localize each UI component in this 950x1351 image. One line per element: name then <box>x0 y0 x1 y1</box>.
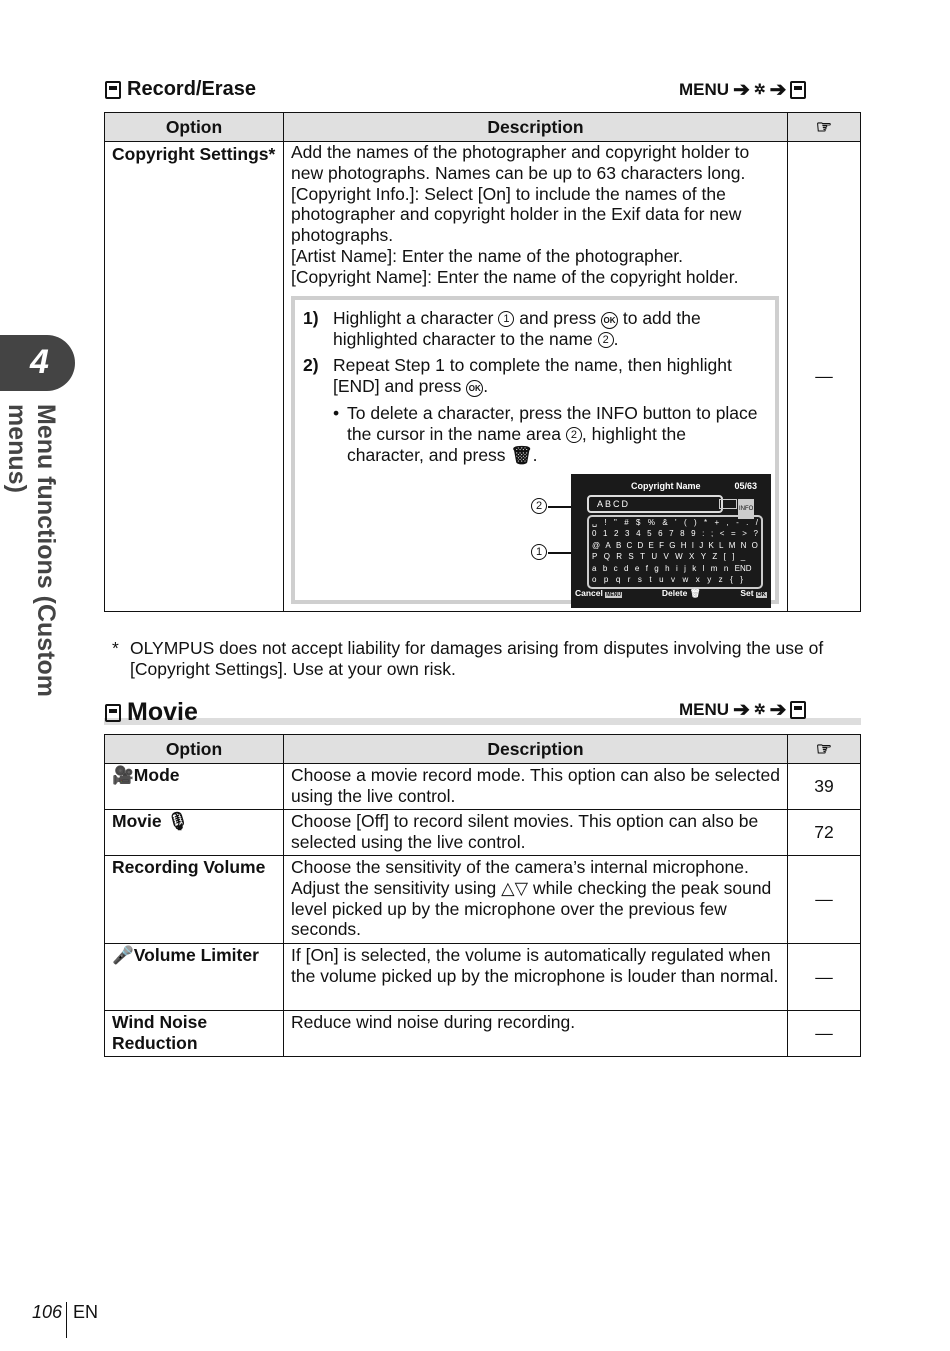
table-header-row <box>105 113 861 142</box>
keyboard-key[interactable]: [ <box>723 552 726 562</box>
option-wind-noise-reduction: Wind Noise Reduction <box>105 1011 284 1057</box>
option-volume-limiter <box>105 944 284 1011</box>
keyboard-row <box>592 563 758 575</box>
keyboard-key[interactable]: = <box>730 529 736 539</box>
ok-badge: OK <box>757 591 766 598</box>
custom-menu-icon <box>790 701 806 719</box>
keyboard-key[interactable]: f <box>645 563 648 573</box>
step-text: Highlight a character 1 and press OK to add the highlighted character to the name 2 . <box>333 307 701 349</box>
keyboard-key[interactable]: V <box>663 552 669 562</box>
keyboard-key[interactable]: * <box>704 517 708 527</box>
option-label: Movie <box>112 811 162 831</box>
bullet-text-a: To delete a character, press the INFO button to <box>347 403 711 424</box>
table-row <box>105 810 861 856</box>
delete-label: Delete <box>661 587 688 598</box>
keyboard-key[interactable]: b <box>602 563 608 573</box>
keyboard-key[interactable]: ? <box>753 529 758 539</box>
keyboard-key[interactable]: E <box>648 540 654 550</box>
keyboard-key[interactable]: D <box>637 540 644 550</box>
option-label: Mode <box>133 765 180 785</box>
keyboard-key[interactable]: z <box>718 575 723 585</box>
keyboard-key[interactable]: ( <box>683 517 687 527</box>
keyboard-key[interactable]: 6 <box>658 529 663 539</box>
keyboard-key[interactable]: Y <box>700 552 707 562</box>
keyboard-key[interactable]: w <box>682 575 689 585</box>
keyboard-key[interactable]: d <box>624 563 629 573</box>
keyboard-key[interactable]: C <box>626 540 633 550</box>
arrow-right-icon: ➔ <box>769 79 787 101</box>
movie-table <box>104 734 861 1057</box>
keyboard-key[interactable]: 3 <box>625 529 630 539</box>
keyboard-key[interactable]: ' <box>675 517 677 527</box>
callout-1-icon: 1 <box>531 544 547 560</box>
keyboard-key[interactable]: x <box>695 575 700 585</box>
bullet-text-d: character, and press <box>347 444 506 465</box>
step-2-text-b: [END] and press <box>333 376 462 397</box>
down-arrow-icon: ▽ <box>514 877 529 898</box>
keyboard-key[interactable]: K <box>708 540 714 550</box>
step-2-text-a: Repeat Step 1 to complete the name, then highlight <box>333 355 732 376</box>
keyboard-key[interactable]: 1 <box>603 529 608 539</box>
keyboard-key[interactable]: e <box>634 563 640 573</box>
keyboard-key[interactable]: + <box>714 517 720 527</box>
page-footer <box>32 1294 98 1330</box>
keyboard-key[interactable]: o <box>592 575 597 585</box>
step-1 <box>303 308 767 350</box>
arrow-right-icon: ➔ <box>769 699 787 721</box>
table-header-row <box>105 735 861 764</box>
keyboard-row <box>592 551 758 563</box>
step-number: 1) <box>303 307 319 328</box>
keyboard-row <box>592 517 758 529</box>
header-description: Description <box>284 113 788 142</box>
footnote <box>112 638 872 680</box>
keyboard-key[interactable]: X <box>689 552 695 562</box>
table-row <box>105 944 861 1011</box>
arrow-right-icon: ➔ <box>733 699 750 721</box>
keyboard-key[interactable]: p <box>603 575 609 585</box>
desc-line: Add the names of the photographer and copyright holder to <box>291 142 750 162</box>
keyboard-key[interactable]: G <box>669 540 676 550</box>
keyboard-key[interactable]: % <box>647 517 655 527</box>
keyboard-key[interactable]: v <box>671 575 675 585</box>
ok-button-icon: OK <box>601 312 618 329</box>
record-erase-table <box>104 112 861 612</box>
gear-icon: ✲ <box>753 701 766 717</box>
keyboard-key[interactable]: Z <box>712 552 718 562</box>
desc-line: [Artist Name]: Enter the name of the photographer. <box>291 245 684 266</box>
keyboard-key[interactable]: 9 <box>691 529 696 539</box>
keyboard-key[interactable]: > <box>742 529 747 539</box>
step-1-text-a: Highlight a character <box>333 307 494 328</box>
delete-button[interactable] <box>662 583 701 606</box>
keyboard-key[interactable]: a <box>592 563 597 573</box>
name-value: ABCD <box>597 498 631 509</box>
footnote-mark: * <box>112 638 119 658</box>
screen-title: Copyright Name <box>631 480 701 491</box>
info-badge: INFO <box>738 499 754 520</box>
copyright-name-screen <box>571 474 771 608</box>
menu-label: MENU <box>679 699 730 719</box>
desc-line: photographs. <box>291 225 394 246</box>
menu-badge: MENU <box>606 591 621 598</box>
chapter-title: Menu functions (Custom menus) <box>3 404 60 698</box>
row-ref: — <box>788 856 861 944</box>
set-button[interactable] <box>740 583 767 606</box>
arrow-right-icon: ➔ <box>733 79 750 101</box>
keyboard-key[interactable]: A <box>605 540 611 550</box>
custom-menu-icon <box>105 704 121 722</box>
keyboard-key[interactable]: 5 <box>647 529 652 539</box>
step-1-text-b: and press <box>519 307 597 328</box>
bullet-text-b: place the cursor in the name area <box>347 403 758 444</box>
keyboard-key[interactable]: J <box>699 540 704 550</box>
option-recording-volume: Recording Volume <box>105 856 284 944</box>
keyboard-key[interactable]: r <box>627 575 631 585</box>
name-input-field[interactable] <box>587 495 723 513</box>
ok-button-icon: OK <box>466 380 483 397</box>
keyboard-key[interactable]: F <box>659 540 665 550</box>
keyboard-key[interactable]: L <box>719 540 724 550</box>
keyboard-key[interactable]: ] <box>732 552 735 562</box>
set-label: Set <box>740 587 754 598</box>
keyboard-key[interactable]: I <box>691 540 694 550</box>
keyboard-key[interactable]: h <box>665 563 670 573</box>
desc-line: [Copyright Info.]: Select [On] to include the names of the <box>291 183 726 204</box>
keyboard-icon <box>719 499 737 509</box>
cancel-label: Cancel <box>575 587 603 598</box>
table-row <box>105 856 861 944</box>
row-description: Choose a movie record mode. This option can also be selected using the live control. <box>284 764 788 810</box>
keyboard-key[interactable]: S <box>628 552 634 562</box>
delete-bullet <box>333 403 767 465</box>
callout-2-icon: 2 <box>566 427 582 443</box>
footnote-text: OLYMPUS does not accept liability for damages arising from disputes involving the use of [Copyright Settings]. Use at your own risk. <box>130 638 824 679</box>
step-1-text-c: to add the <box>622 307 701 328</box>
keyboard-key[interactable]: Q <box>603 552 610 562</box>
step-number: 2) <box>303 355 319 376</box>
keyboard-key[interactable]: END <box>734 563 752 573</box>
page-number: 106 <box>32 1301 63 1322</box>
record-erase-title <box>105 78 256 101</box>
instructions-box <box>291 296 779 604</box>
desc-part: Choose the sensitivity of the camera’s internal microphone. Adjust the sensitivity using <box>291 857 749 898</box>
step-2 <box>303 355 767 397</box>
char-counter: 05/63 <box>734 480 757 491</box>
microphone-icon: 🎙 <box>166 811 189 831</box>
table-row <box>105 764 861 810</box>
keyboard-key[interactable]: 7 <box>669 529 674 539</box>
keyboard-key[interactable]: < <box>719 529 725 539</box>
row-description <box>284 856 788 944</box>
keyboard-key[interactable]: 8 <box>680 529 685 539</box>
pointing-hand-icon: ☞ <box>815 738 833 759</box>
gear-icon: ✲ <box>753 81 766 97</box>
keyboard-key[interactable]: y <box>707 575 712 585</box>
keyboard-key[interactable]: ! <box>604 517 607 527</box>
row-ref: — <box>788 944 861 1011</box>
keyboard-key[interactable]: N <box>740 540 747 550</box>
keyboard-key[interactable]: @ <box>592 540 601 550</box>
keyboard-key[interactable]: i <box>675 563 678 573</box>
keyboard-key[interactable]: R <box>616 552 623 562</box>
keyboard-key[interactable]: } <box>740 575 743 585</box>
menu-path <box>679 77 806 102</box>
keyboard-key[interactable]: - <box>736 517 739 527</box>
keyboard-key[interactable]: M <box>728 540 736 550</box>
trash-icon: 🗑 <box>689 587 701 598</box>
keyboard-key[interactable]: n <box>723 563 729 573</box>
keyboard-key[interactable]: ; <box>710 529 714 539</box>
character-keyboard[interactable] <box>587 515 763 589</box>
keyboard-row <box>592 528 758 540</box>
callout-1-icon: 1 <box>498 311 514 327</box>
desc-line: [Copyright Name]: Enter the name of the copyright holder. <box>291 266 739 287</box>
movie-title-text: Movie <box>127 698 198 726</box>
chapter-tab <box>0 335 75 391</box>
chapter-number: 4 <box>30 343 49 381</box>
keyboard-key[interactable]: : <box>702 529 705 539</box>
keyboard-key[interactable]: U <box>651 552 658 562</box>
keyboard-key[interactable]: u <box>659 575 664 585</box>
keyboard-key[interactable]: g <box>654 563 659 573</box>
up-arrow-icon: △ <box>501 877 515 898</box>
pointing-hand-icon: ☞ <box>815 116 833 137</box>
custom-menu-icon <box>790 81 806 99</box>
menu-path <box>679 697 806 722</box>
keyboard-key[interactable]: , <box>726 517 729 527</box>
row-description: If [On] is selected, the volume is automatically regulated when the volume picked up by the microphone is louder than normal. <box>284 944 788 1011</box>
movie-title <box>105 698 198 727</box>
keyboard-key[interactable]: { <box>730 575 733 585</box>
desc-line: photographer and copyright holder in the Exif data for new <box>291 204 742 225</box>
keyboard-key[interactable]: k <box>692 563 697 573</box>
custom-menu-icon <box>105 81 121 99</box>
keyboard-key[interactable]: t <box>649 575 652 585</box>
keyboard-key[interactable]: c <box>613 563 618 573</box>
keyboard-key[interactable]: P <box>592 552 598 562</box>
keyboard-key[interactable]: 4 <box>636 529 641 539</box>
bullet-text: To delete a character, press the INFO button to place the cursor in the name area 2 , highlight the character, and press 🗑. <box>347 403 758 465</box>
keyboard-key[interactable]: H <box>680 540 687 550</box>
desc-line: new photographs. Names can be up to 63 characters long. <box>291 162 746 183</box>
keyboard-key[interactable]: O <box>751 540 758 550</box>
keyboard-key[interactable]: q <box>615 575 621 585</box>
keyboard-key[interactable]: # <box>624 517 629 527</box>
keyboard-key[interactable]: W <box>675 552 683 562</box>
microphone-limit-icon: 🎤 <box>112 945 134 965</box>
keyboard-key[interactable]: 2 <box>614 529 619 539</box>
keyboard-key[interactable]: ␣ <box>592 517 598 527</box>
keyboard-key[interactable]: l <box>702 563 705 573</box>
option-copyright-settings: Copyright Settings* <box>105 142 284 612</box>
option-mode <box>105 764 284 810</box>
keyboard-key[interactable]: T <box>640 552 645 562</box>
keyboard-key[interactable]: s <box>637 575 642 585</box>
header-option: Option <box>105 113 284 142</box>
keyboard-key[interactable]: . <box>746 517 749 527</box>
keyboard-key[interactable]: " <box>614 517 617 527</box>
table-row <box>105 142 861 612</box>
header-ref <box>788 735 861 764</box>
step-1-text-d: highlighted character to the name <box>333 328 593 349</box>
cancel-button[interactable] <box>575 583 622 606</box>
row-description: Reduce wind noise during recording. <box>284 1011 788 1057</box>
header-option: Option <box>105 735 284 764</box>
option-label: Volume Limiter <box>133 945 259 965</box>
copyright-description <box>284 142 788 612</box>
trash-icon: 🗑 <box>510 444 533 465</box>
row-ref: 72 <box>788 810 861 856</box>
keyboard-key[interactable]: / <box>755 517 758 527</box>
callout-2-icon: 2 <box>598 332 614 348</box>
keyboard-key[interactable]: B <box>615 540 622 550</box>
menu-label: MENU <box>679 79 730 99</box>
row-description: Choose [Off] to record silent movies. This option can also be selected using the live control. <box>284 810 788 856</box>
keyboard-key[interactable]: ) <box>693 517 697 527</box>
footer-divider <box>66 1302 67 1338</box>
bullet-mark: • <box>333 403 340 424</box>
ref-copyright: — <box>788 142 861 612</box>
desc-part: while checking the peak sound level picked up by the microphone over the previous few seconds. <box>291 877 772 940</box>
table-row <box>105 1011 861 1057</box>
step-text: Repeat Step 1 to complete the name, then highlight [END] and press OK . <box>333 355 732 397</box>
keyboard-key[interactable]: 0 <box>592 529 597 539</box>
language-code: EN <box>73 1301 99 1322</box>
movie-camera-icon: 🎥 <box>112 765 134 785</box>
callout-2-icon: 2 <box>531 498 547 514</box>
keyboard-key[interactable]: m <box>710 563 718 573</box>
keyboard-key[interactable]: & <box>662 517 668 527</box>
keyboard-key[interactable]: _ <box>740 552 746 562</box>
row-ref: 39 <box>788 764 861 810</box>
bullet-text-c: , highlight the <box>581 423 686 444</box>
header-ref <box>788 113 861 142</box>
header-description: Description <box>284 735 788 764</box>
keyboard-row <box>592 540 758 552</box>
option-movie-sound <box>105 810 284 856</box>
keyboard-key[interactable]: j <box>684 563 686 573</box>
record-erase-title-text: Record/Erase <box>127 78 256 100</box>
row-ref: — <box>788 1011 861 1057</box>
keyboard-key[interactable]: $ <box>636 517 641 527</box>
